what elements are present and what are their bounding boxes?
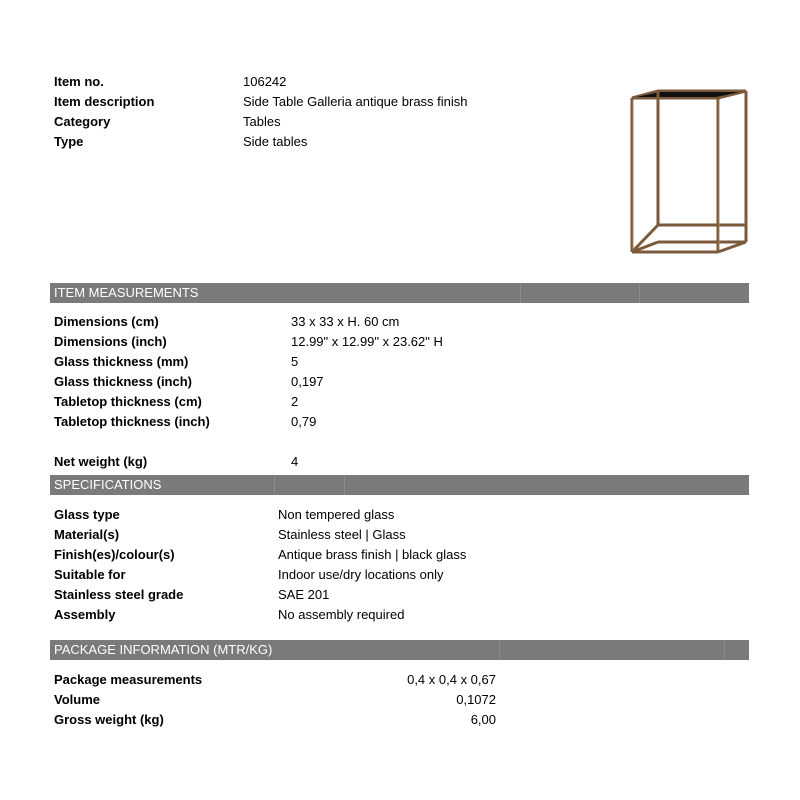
specification-label: Glass type xyxy=(54,507,120,522)
measurement-label: Tabletop thickness (cm) xyxy=(54,394,202,409)
measurement-label: Dimensions (cm) xyxy=(54,314,159,329)
specification-label: Stainless steel grade xyxy=(54,587,184,602)
net-weight-label: Net weight (kg) xyxy=(54,454,148,469)
measurement-label: Glass thickness (inch) xyxy=(54,374,192,389)
measurement-value: 12.99" x 12.99" x 23.62" H xyxy=(291,334,443,349)
measurement-label: Glass thickness (mm) xyxy=(54,354,189,369)
category-value: Tables xyxy=(243,114,281,129)
package-value: 6,00 xyxy=(470,712,496,727)
column-divider xyxy=(639,283,640,303)
package-value: 0,1072 xyxy=(456,692,496,707)
measurement-value: 0,79 xyxy=(291,414,317,429)
item-no-value: 106242 xyxy=(243,74,287,89)
measurement-value: 5 xyxy=(291,354,299,369)
measurement-label: Dimensions (inch) xyxy=(54,334,167,349)
specification-label: Suitable for xyxy=(54,567,126,582)
package-label: Volume xyxy=(54,692,100,707)
net-weight-value: 4 xyxy=(291,454,299,469)
side-table-icon xyxy=(618,82,758,272)
measurement-value: 0,197 xyxy=(291,374,324,389)
item-measurements-header xyxy=(50,283,749,303)
category-label: Category xyxy=(54,114,111,129)
measurement-value: 2 xyxy=(291,394,299,409)
item-no-label: Item no. xyxy=(54,74,104,89)
specification-value: Non tempered glass xyxy=(278,507,395,522)
measurement-value: 33 x 33 x H. 60 cm xyxy=(291,314,400,329)
package-information-title: PACKAGE INFORMATION (MTR/KG) xyxy=(54,642,273,657)
type-label: Type xyxy=(54,134,84,149)
package-label: Gross weight (kg) xyxy=(54,712,164,727)
product-image xyxy=(618,82,758,272)
specification-value: No assembly required xyxy=(278,607,405,622)
package-information-header xyxy=(50,640,749,660)
specifications-header xyxy=(50,475,749,495)
specification-label: Finish(es)/colour(s) xyxy=(54,547,175,562)
specifications-title: SPECIFICATIONS xyxy=(54,477,162,492)
item-description-label: Item description xyxy=(54,94,155,109)
specification-value: Stainless steel | Glass xyxy=(278,527,406,542)
column-divider xyxy=(274,475,275,495)
specification-label: Assembly xyxy=(54,607,116,622)
specification-label: Material(s) xyxy=(54,527,120,542)
specification-value: Antique brass finish | black glass xyxy=(278,547,467,562)
column-divider xyxy=(499,640,500,660)
type-value: Side tables xyxy=(243,134,308,149)
column-divider xyxy=(344,475,345,495)
specification-value: SAE 201 xyxy=(278,587,330,602)
item-description-value: Side Table Galleria antique brass finish xyxy=(243,94,468,109)
measurement-label: Tabletop thickness (inch) xyxy=(54,414,210,429)
column-divider xyxy=(520,283,521,303)
column-divider xyxy=(724,640,725,660)
specification-value: Indoor use/dry locations only xyxy=(278,567,444,582)
package-label: Package measurements xyxy=(54,672,203,687)
package-value: 0,4 x 0,4 x 0,67 xyxy=(407,672,496,687)
item-measurements-title: ITEM MEASUREMENTS xyxy=(54,285,199,300)
